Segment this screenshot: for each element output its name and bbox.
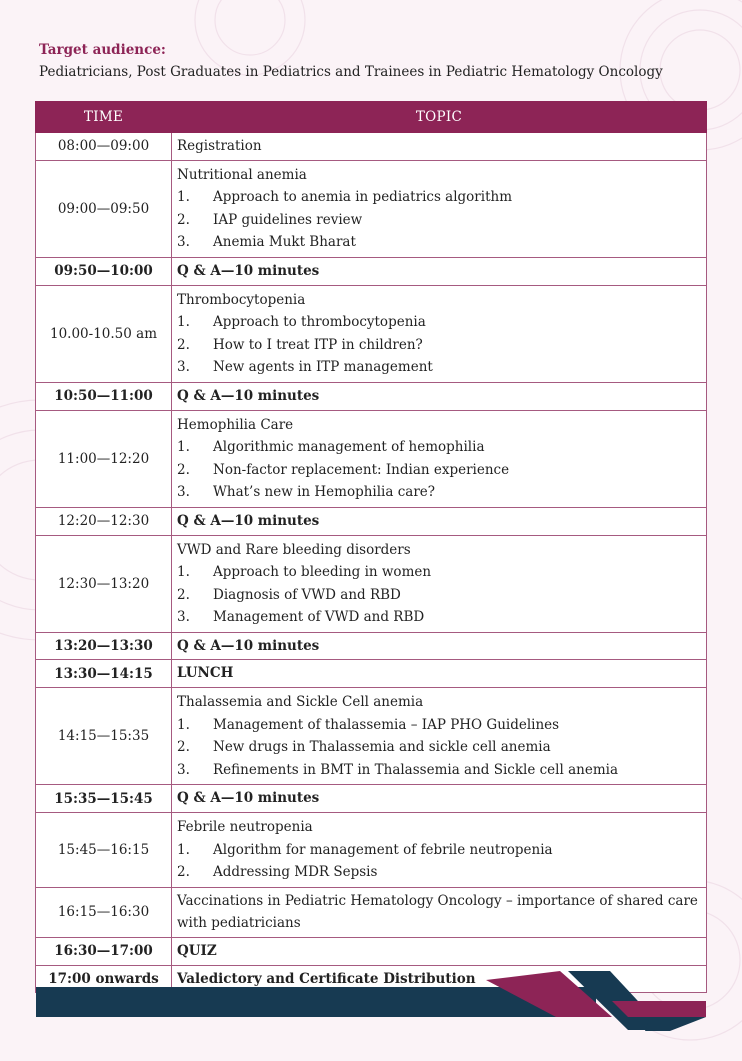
topic-item (177, 561, 701, 584)
topic-cell (172, 257, 707, 285)
topic-item (177, 186, 701, 209)
topic-title: Q & A—10 minutes (177, 637, 320, 654)
item-text: Diagnosis of VWD and RBD (213, 586, 401, 603)
time-cell: 12:30—13:20 (36, 535, 172, 632)
topic-title: Valedictory and Certificate Distribution (177, 970, 476, 987)
item-number: 2. (177, 461, 190, 478)
item-number: 2. (177, 739, 190, 756)
time-cell: 09:00—09:50 (36, 160, 172, 257)
topic-title: Q & A—10 minutes (177, 262, 320, 279)
table-row (36, 382, 707, 410)
topic-item (177, 231, 701, 254)
item-text: Refinements in BMT in Thalassemia and Sickle cell anemia (213, 761, 618, 778)
item-text: New drugs in Thalassemia and sickle cell anemia (213, 739, 551, 756)
table-row (36, 785, 707, 813)
item-number: 1. (177, 564, 190, 581)
topic-cell (172, 688, 707, 785)
table-row (36, 660, 707, 688)
footer-stripe-tail (645, 1017, 706, 1031)
topic-item (177, 334, 701, 357)
item-number: 3. (177, 359, 190, 376)
topic-title: Thalassemia and Sickle Cell anemia (177, 694, 424, 711)
topic-title: Hemophilia Care (177, 416, 294, 433)
item-text: IAP guidelines review (213, 211, 363, 228)
table-row (36, 507, 707, 535)
item-number: 2. (177, 586, 190, 603)
topic-item (177, 584, 701, 607)
time-header: TIME (36, 102, 172, 133)
item-text: Approach to bleeding in women (213, 564, 432, 581)
topic-item (177, 839, 701, 862)
topic-item (177, 861, 701, 884)
item-text: Approach to anemia in pediatrics algorithm (213, 189, 512, 206)
time-cell: 15:45—16:15 (36, 813, 172, 888)
table-row (36, 887, 707, 937)
item-number: 1. (177, 439, 190, 456)
item-number: 3. (177, 761, 190, 778)
topic-cell (172, 410, 707, 507)
item-text: Algorithmic management of hemophilia (213, 439, 485, 456)
time-cell: 17:00 onwards (36, 965, 172, 993)
topic-item (177, 356, 701, 379)
topic-title: Q & A—10 minutes (177, 387, 320, 404)
topic-title: Q & A—10 minutes (177, 790, 320, 807)
topic-title: Nutritional anemia (177, 166, 307, 183)
audience-text: Pediatricians, Post Graduates in Pediatrics and Trainees in Pediatric Hematology Oncology (39, 64, 663, 80)
schedule-table (35, 101, 707, 993)
item-text: Algorithm for management of febrile neutropenia (213, 841, 553, 858)
item-number: 2. (177, 336, 190, 353)
topic-cell (172, 285, 707, 382)
item-number: 3. (177, 484, 190, 501)
item-number: 1. (177, 841, 190, 858)
topic-item (177, 459, 701, 482)
item-text: How to I treat ITP in children? (213, 336, 423, 353)
topic-title: Febrile neutropenia (177, 819, 313, 836)
item-text: Addressing MDR Sepsis (213, 864, 378, 881)
table-header-row (36, 102, 707, 133)
table-row (36, 632, 707, 660)
item-text: New agents in ITP management (213, 359, 433, 376)
item-number: 2. (177, 864, 190, 881)
table-row (36, 133, 707, 161)
topic-item (177, 736, 701, 759)
table-row (36, 257, 707, 285)
table-row (36, 535, 707, 632)
table-row (36, 688, 707, 785)
topic-item (177, 714, 701, 737)
item-number: 3. (177, 609, 190, 626)
time-cell: 12:20—12:30 (36, 507, 172, 535)
topic-item (177, 311, 701, 334)
item-number: 1. (177, 716, 190, 733)
time-cell: 15:35—15:45 (36, 785, 172, 813)
item-text: Non-factor replacement: Indian experience (213, 461, 510, 478)
topic-cell (172, 887, 707, 937)
topic-title: VWD and Rare bleeding disorders (177, 541, 411, 558)
audience-label: Target audience: (39, 42, 166, 58)
topic-cell (172, 507, 707, 535)
item-text: Management of thalassemia – IAP PHO Guidelines (213, 716, 560, 733)
table-row (36, 813, 707, 888)
item-text: Approach to thrombocytopenia (213, 314, 426, 331)
time-cell: 13:20—13:30 (36, 632, 172, 660)
target-audience (39, 42, 719, 80)
topic-item (177, 606, 701, 629)
item-text: What’s new in Hemophilia care? (213, 484, 435, 501)
time-cell: 10:50—11:00 (36, 382, 172, 410)
topic-header: TOPIC (172, 102, 707, 133)
item-number: 1. (177, 314, 190, 331)
topic-item (177, 759, 701, 782)
topic-item (177, 209, 701, 232)
topic-cell (172, 160, 707, 257)
topic-title: QUIZ (177, 943, 217, 959)
time-cell: 13:30—14:15 (36, 660, 172, 688)
footer-banner (0, 960, 742, 1061)
topic-cell (172, 785, 707, 813)
topic-item (177, 436, 701, 459)
item-number: 1. (177, 189, 190, 206)
item-text: Anemia Mukt Bharat (213, 234, 356, 251)
item-number: 3. (177, 234, 190, 251)
time-cell: 09:50—10:00 (36, 257, 172, 285)
topic-cell (172, 535, 707, 632)
topic-cell (172, 382, 707, 410)
topic-title: Thrombocytopenia (177, 291, 306, 308)
time-cell: 16:15—16:30 (36, 887, 172, 937)
topic-title: Vaccinations in Pediatric Hematology Oncology – importance of shared care with pediatricians (177, 892, 698, 932)
time-cell: 08:00—09:00 (36, 133, 172, 161)
footer-stripe-right (612, 1001, 706, 1017)
time-cell: 11:00—12:20 (36, 410, 172, 507)
topic-title: Q & A—10 minutes (177, 512, 320, 529)
time-cell: 14:15—15:35 (36, 688, 172, 785)
topic-cell (172, 813, 707, 888)
table-row (36, 160, 707, 257)
topic-title: LUNCH (177, 665, 234, 682)
schedule-body (36, 133, 707, 993)
topic-title: Registration (177, 138, 262, 154)
item-text: Management of VWD and RBD (213, 609, 425, 626)
time-cell: 10.00-10.50 am (36, 285, 172, 382)
topic-item (177, 481, 701, 504)
topic-cell (172, 632, 707, 660)
item-number: 2. (177, 211, 190, 228)
time-cell: 16:30—17:00 (36, 938, 172, 966)
table-row (36, 410, 707, 507)
table-row (36, 285, 707, 382)
topic-cell (172, 660, 707, 688)
topic-cell (172, 133, 707, 161)
